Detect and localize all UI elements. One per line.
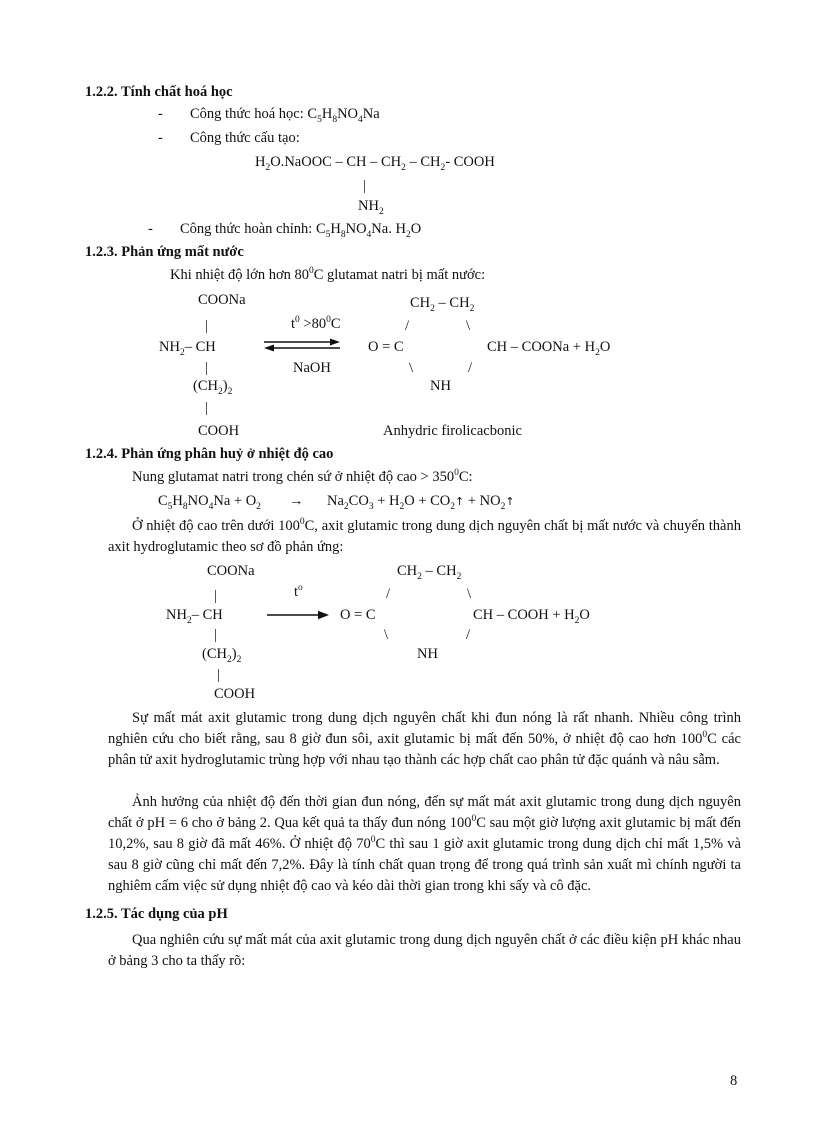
page-number: 8 bbox=[730, 1073, 738, 1089]
decomposition-intro: Nung glutamat natri trong chén sứ ở nhiệt độ cao > $350^0C$: bbox=[132, 468, 473, 485]
bond-vertical: | bbox=[363, 178, 366, 194]
reactant-ch2-chain: $(CH_2)_2$ bbox=[193, 378, 233, 397]
reaction-condition-temperature: $t^o$ bbox=[294, 583, 303, 600]
gas-arrow-icon: ↑ bbox=[455, 495, 465, 508]
structure-formula-label: Công thức cấu tạo: bbox=[190, 130, 300, 146]
chemical-formula-line bbox=[190, 106, 380, 123]
complete-formula-label: Công thức hoàn chỉnh: bbox=[180, 221, 316, 237]
reactant-nh2-ch: $NH_2-$ CH bbox=[166, 607, 223, 626]
bond-slash: / bbox=[466, 627, 471, 643]
structure-nh2: $NH_2$ bbox=[358, 198, 384, 217]
bond-backslash: \ bbox=[384, 627, 389, 643]
complete-formula: $C_5H_8NO_4Na$. $H_2O$ bbox=[315, 221, 422, 240]
complete-formula-line bbox=[180, 221, 421, 238]
product-name: Anhydric firolicacbonic bbox=[383, 423, 522, 439]
reactant-nh2-ch: $NH_2-$ CH bbox=[159, 339, 216, 358]
gas-arrow-icon: ↑ bbox=[505, 495, 515, 508]
bond-vertical: | bbox=[205, 318, 208, 334]
bullet-dash: - bbox=[148, 221, 153, 237]
decomposition-reactants: $C_5H_8NO_4Na + O_2$ bbox=[158, 493, 261, 512]
paragraph-hydroglutamic: Ở nhiệt độ cao trên dưới $100^0C$, axit glutamic trong dung dịch nguyên chất bị mất nước và chuyển thành axit hydroglutamic theo sơ đồ phản ứng: bbox=[108, 517, 741, 555]
bond-slash: / bbox=[468, 360, 473, 376]
bond-backslash: \ bbox=[466, 318, 471, 334]
ring-carbonyl: O = C bbox=[340, 607, 376, 623]
reaction-condition-temperature: $t^0 >80^0C$ bbox=[291, 315, 341, 332]
ring-ch2-ch2: $CH_2 - CH_2$ bbox=[410, 295, 475, 314]
bond-slash: / bbox=[386, 586, 391, 602]
section-heading-1-2-2: 1.2.2. Tính chất hoá học bbox=[85, 84, 233, 100]
hydroglutamic-product: CH – COOH + $H_2O$ bbox=[473, 607, 590, 626]
reactant-coona: COONa bbox=[198, 292, 246, 308]
bullet-dash: - bbox=[158, 130, 163, 146]
decomposition-products: $Na_2CO_3 + H_2O$ + $CO_2↑$ + $NO_2↑$ bbox=[327, 493, 515, 512]
chemical-formula-label: Công thức hoá học: bbox=[190, 106, 308, 122]
section-heading-1-2-5: 1.2.5. Tác dụng của pH bbox=[85, 906, 228, 922]
dehydration-product: CH – COONa + $H_2O$ bbox=[487, 339, 611, 358]
bond-vertical: | bbox=[217, 667, 220, 683]
bond-vertical: | bbox=[214, 627, 217, 643]
bullet-dash: - bbox=[158, 106, 163, 122]
dehydration-intro: Khi nhiệt độ lớn hơn $80^0C$ glutamat natri bị mất nước: bbox=[170, 266, 486, 283]
bond-backslash: \ bbox=[467, 586, 472, 602]
bond-vertical: | bbox=[214, 588, 217, 604]
bond-vertical: | bbox=[205, 400, 208, 416]
reaction-arrow-icon bbox=[266, 609, 330, 621]
bond-backslash: \ bbox=[409, 360, 414, 376]
chemical-formula: $C_5H_8NO_4Na$ bbox=[307, 106, 380, 125]
reactant-ch2-chain: $(CH_2)_2$ bbox=[202, 646, 242, 665]
reactant-cooh: COOH bbox=[214, 686, 256, 702]
ring-ch2-ch2: $CH_2 - CH_2$ bbox=[397, 563, 462, 582]
bond-slash: / bbox=[405, 318, 410, 334]
ring-carbonyl: O = C bbox=[368, 339, 404, 355]
equilibrium-arrow-icon bbox=[262, 337, 342, 353]
reactant-coona: COONa bbox=[207, 563, 255, 579]
reaction-condition-naoh: NaOH bbox=[293, 360, 331, 376]
section-heading-1-2-4: 1.2.4. Phản ứng phân huỷ ở nhiệt độ cao bbox=[85, 446, 334, 462]
reactant-cooh: COOH bbox=[198, 423, 240, 439]
paragraph-loss-rate: Sự mất mát axit glutamic trong dung dịch nguyên chất khi đun nóng là rất nhanh. Nhiều công trình nghiên cứu cho biết rằng, sau 8 giờ đun sôi, axit glutamic bị mất đến 50%, ở nhiệt độ cao hơn $100^0C$ các phân tử axit hydroglutamic trùng hợp với nhau tạo thành các hợp chất cao phân tử đặc quánh và nâu sẫm. bbox=[108, 710, 741, 768]
ring-nh: NH bbox=[430, 378, 451, 394]
reaction-arrow-icon: → bbox=[289, 493, 304, 509]
ring-nh: NH bbox=[417, 646, 438, 662]
bond-vertical: | bbox=[205, 360, 208, 376]
paragraph-ph-effect: Qua nghiên cứu sự mất mát của axit glutamic trong dung dịch nguyên chất ở các điều kiện pH khác nhau ở bảng 3 cho ta thấy rõ: bbox=[108, 932, 741, 969]
structure-formula: $H_2O.NaOOC$ – CH – $CH_2 - CH_2-$ COOH bbox=[255, 154, 495, 173]
section-heading-1-2-3: 1.2.3. Phản ứng mất nước bbox=[85, 244, 244, 260]
paragraph-temperature-effect: Ảnh hưởng của nhiệt độ đến thời gian đun nóng, đến sự mất mát axit glutamic trong dung dịch nguyên chất ở pH = 6 cho ở bảng 2. Qua kết quả ta thấy đun nóng $100^0C$ sau một giờ lượng axit glutamic bị mất đến 10,2%, sau 8 giờ đã mất 46%. Ở nhiệt độ $70^0C$ thì sau 1 giờ axit glutamic trong dung dịch chỉ mất 1,5% và sau 8 giờ cũng chỉ mất đến 7,2%. Đây là tính chất quan trọng để trong quá trình sản xuất mì chính người ta nghiêm cấm việc sử dụng nhiệt độ cao và kéo dài thời gian trong khi sấy và cô đặc. bbox=[108, 794, 741, 894]
